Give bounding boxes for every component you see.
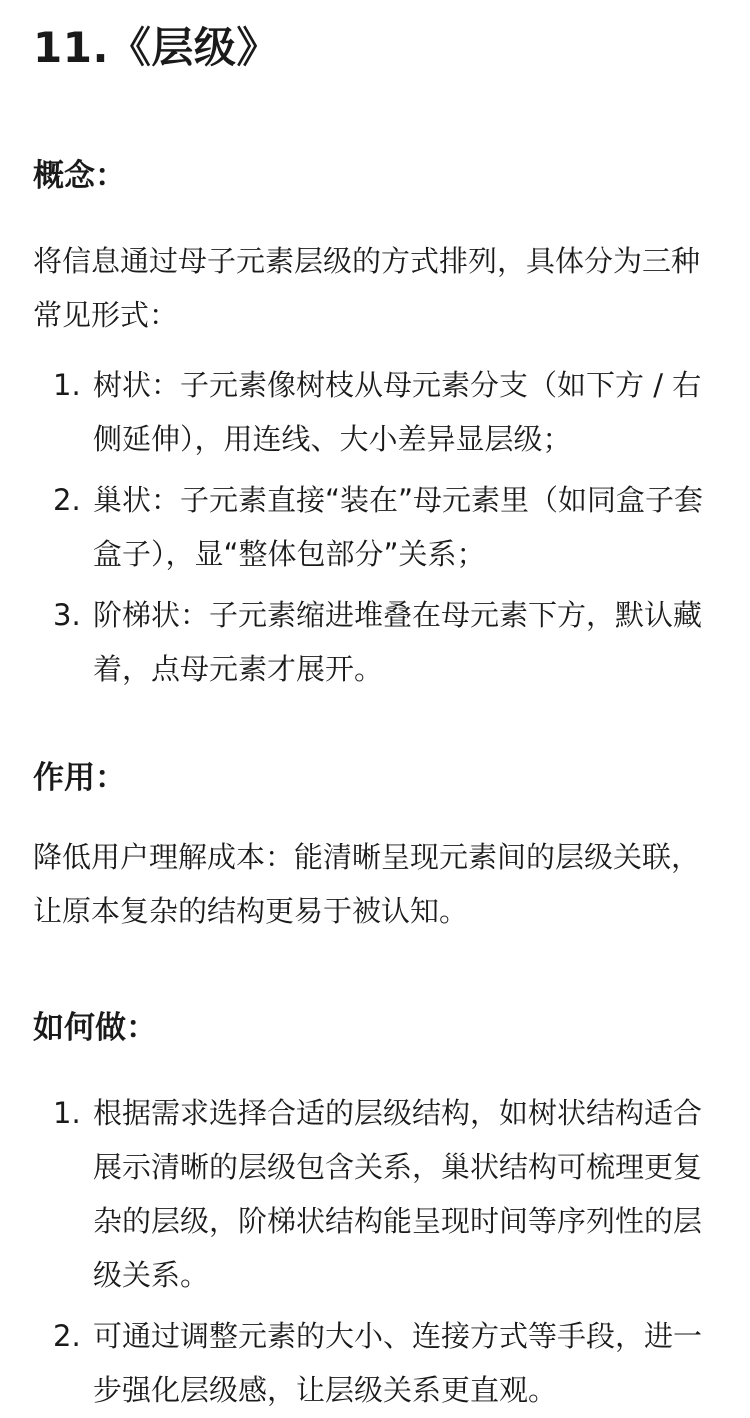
- list-item: [33, 1309, 704, 1417]
- list-item-text: 树状：子元素像树枝从母元素分支（如下方 / 右侧延伸），用连线、大小差异显层级；: [93, 368, 702, 456]
- effect-heading: 作用：: [33, 760, 126, 796]
- list-item: [33, 588, 704, 696]
- list-item-number: 1.: [53, 1096, 81, 1130]
- list-item: [33, 473, 704, 581]
- concept-intro: 将信息通过母子元素层级的方式排列，具体分为三种常见形式：: [33, 244, 701, 332]
- list-item-text: 根据需求选择合适的层级结构，如树状结构适合展示清晰的层级包含关系，巢状结构可梳理更复杂的层级，阶梯状结构能呈现时间等序列性的层级关系。: [93, 1096, 703, 1292]
- concept-list: [33, 358, 704, 696]
- list-item: [33, 1086, 704, 1302]
- list-item: [33, 358, 704, 466]
- list-item-text: 阶梯状：子元素缩进堆叠在母元素下方，默认藏着，点母元素才展开。: [93, 598, 703, 686]
- howto-list: [33, 1086, 704, 1417]
- howto-heading: 如何做：: [33, 1010, 157, 1046]
- list-item-number: 2.: [53, 483, 81, 517]
- concept-heading: 概念：: [33, 158, 126, 194]
- effect-text: 降低用户理解成本：能清晰呈现元素间的层级关联，让原本复杂的结构更易于被认知。: [33, 840, 701, 928]
- list-item-number: 1.: [53, 368, 81, 402]
- list-item-number: 3.: [53, 598, 81, 632]
- list-item-number: 2.: [53, 1319, 81, 1353]
- list-item-text: 巢状：子元素直接“装在”母元素里（如同盒子套盒子），显“整体包部分”关系；: [93, 483, 704, 571]
- article-title: 11.《层级》: [33, 23, 279, 72]
- list-item-text: 可通过调整元素的大小、连接方式等手段，进一步强化层级感，让层级关系更直观。: [93, 1319, 703, 1407]
